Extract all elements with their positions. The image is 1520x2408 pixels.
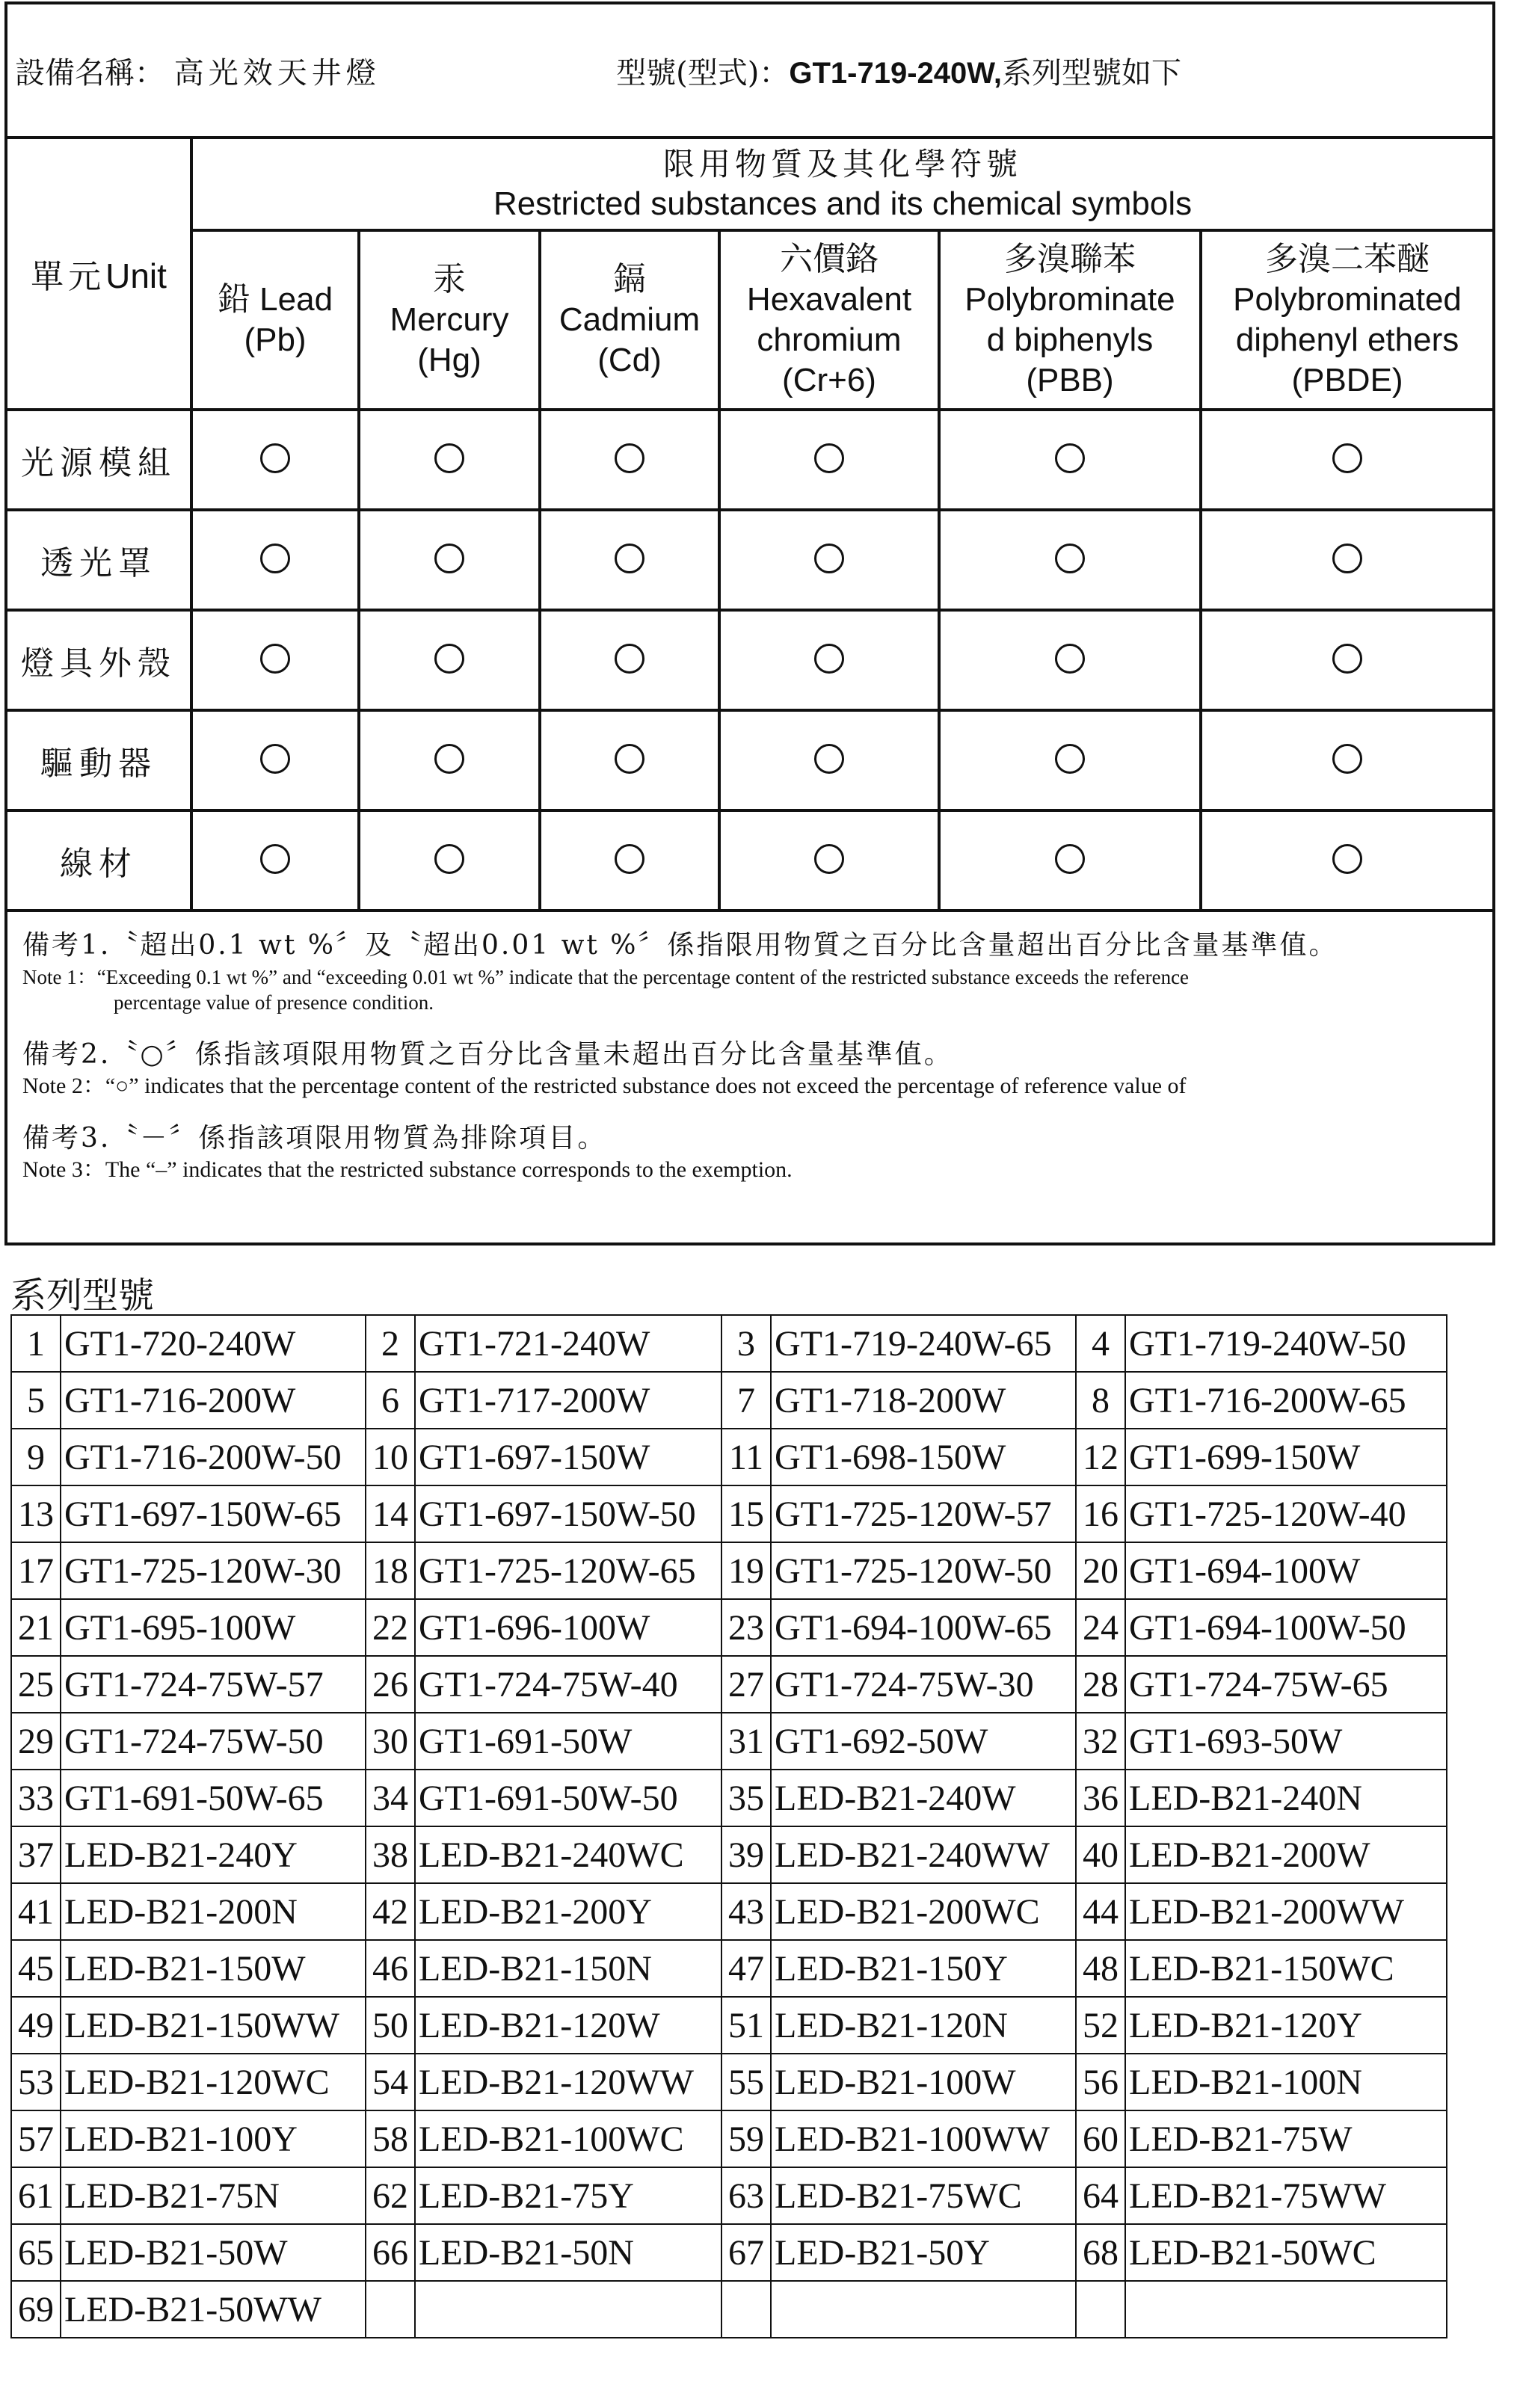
status-cell [540,810,719,911]
status-cell [719,610,939,710]
series-model: GT1-724-75W-65 [1125,1656,1447,1713]
series-number: 61 [11,2167,61,2224]
substance-zh: 多溴二苯醚 [1265,240,1430,278]
series-number: 51 [721,1997,771,2054]
series-model [415,2281,721,2338]
substance-symbol: (Cd) [597,342,662,378]
part-name: 燈具外殼 [6,610,191,710]
status-cell [540,410,719,510]
series-number: 57 [11,2110,61,2167]
model-label: 型號(型式)： [616,55,790,90]
series-number: 42 [366,1883,415,1940]
substance-en-line2: diphenyl ethers [1235,321,1459,358]
status-cell [719,710,939,810]
substance-en-line1: Hexavalent [746,281,912,318]
series-model: GT1-697-150W-50 [415,1485,721,1542]
series-model: GT1-719-240W-50 [1125,1315,1447,1372]
not-exceeding-circle-icon [260,544,290,573]
series-model: GT1-691-50W-65 [61,1770,366,1826]
not-exceeding-circle-icon [1055,443,1085,473]
substance-en: Cadmium [559,301,701,338]
series-model: GT1-724-75W-30 [771,1656,1076,1713]
status-cell [719,410,939,510]
series-number: 56 [1076,2054,1125,2110]
series-number: 33 [11,1770,61,1826]
part-row [6,410,1494,510]
series-number: 64 [1076,2167,1125,2224]
not-exceeding-circle-icon [1055,644,1085,674]
substance-en-line1: Polybrominate [964,281,1175,318]
status-cell [359,610,540,710]
substance-symbol: (Cr+6) [782,362,876,398]
series-model: LED-B21-200W [1125,1826,1447,1883]
status-cell [1201,510,1494,610]
status-cell [939,710,1201,810]
series-model: LED-B21-100Y [61,2110,366,2167]
series-number: 19 [721,1542,771,1599]
not-exceeding-circle-icon [260,844,290,874]
not-exceeding-circle-icon [814,544,844,573]
series-row [11,1656,1447,1713]
substance-zh: 鉛 [217,281,250,318]
series-model: LED-B21-75WC [771,2167,1076,2224]
part-rows [6,410,1494,911]
status-cell [719,810,939,911]
status-cell [359,410,540,510]
series-model: GT1-725-120W-40 [1125,1485,1447,1542]
note-1-en-cont: percentage value of presence condition. [114,991,434,1014]
series-model: LED-B21-100WW [771,2110,1076,2167]
not-exceeding-circle-icon [814,644,844,674]
series-model: GT1-721-240W [415,1315,721,1372]
substance-symbol: (Hg) [417,342,481,378]
series-model: LED-B21-240W [771,1770,1076,1826]
not-exceeding-circle-icon [434,544,464,573]
series-row [11,1599,1447,1656]
series-row [11,1997,1447,2054]
series-model: LED-B21-75WW [1125,2167,1447,2224]
series-number [366,2281,415,2338]
series-model: LED-B21-240N [1125,1770,1447,1826]
series-model: GT1-725-120W-50 [771,1542,1076,1599]
series-row [11,1372,1447,1429]
series-number: 14 [366,1485,415,1542]
substance-lead [191,230,359,410]
series-model: LED-B21-200WC [771,1883,1076,1940]
series-row [11,2281,1447,2338]
substance-zh: 多溴聯苯 [1004,240,1136,278]
series-model: LED-B21-50W [61,2224,366,2281]
substance-mercury [359,230,540,410]
substance-en: Lead [259,281,333,318]
series-model: LED-B21-100N [1125,2054,1447,2110]
series-number: 40 [1076,1826,1125,1883]
not-exceeding-circle-icon [814,744,844,774]
status-cell [540,510,719,610]
not-exceeding-circle-icon [260,644,290,674]
status-cell [191,810,359,911]
series-model: LED-B21-200WW [1125,1883,1447,1940]
series-row [11,2110,1447,2167]
series-number: 50 [366,1997,415,2054]
series-number: 30 [366,1713,415,1770]
substance-symbol: (PBDE) [1291,362,1403,398]
series-model: LED-B21-50N [415,2224,721,2281]
status-cell [1201,610,1494,710]
series-model: GT1-691-50W [415,1713,721,1770]
series-model [771,2281,1076,2338]
series-model: LED-B21-150N [415,1940,721,1997]
series-number: 27 [721,1656,771,1713]
series-model: GT1-724-75W-40 [415,1656,721,1713]
series-row [11,1883,1447,1940]
series-model: LED-B21-240WW [771,1826,1076,1883]
substance-zh: 六價鉻 [780,240,879,278]
not-exceeding-circle-icon [1332,744,1362,774]
series-model: GT1-717-200W [415,1372,721,1429]
series-model: LED-B21-240Y [61,1826,366,1883]
not-exceeding-circle-icon [1055,844,1085,874]
group-title-zh: 限用物質及其化學符號 [663,146,1023,182]
series-model: LED-B21-120Y [1125,1997,1447,2054]
series-row [11,2224,1447,2281]
series-number [721,2281,771,2338]
not-exceeding-circle-icon [260,443,290,473]
series-number: 43 [721,1883,771,1940]
series-number: 35 [721,1770,771,1826]
series-number: 38 [366,1826,415,1883]
series-number: 24 [1076,1599,1125,1656]
series-model: LED-B21-75N [61,2167,366,2224]
series-model: GT1-695-100W [61,1599,366,1656]
series-number: 69 [11,2281,61,2338]
status-cell [719,510,939,610]
unit-label-en: Unit [105,256,167,295]
note-3-zh: 備考3.〝－〞係指該項限用物質為排除項目。 [22,1123,607,1154]
series-number: 13 [11,1485,61,1542]
series-number: 59 [721,2110,771,2167]
series-row [11,1485,1447,1542]
notes-section [6,911,1494,1244]
equipment-header [6,3,1494,138]
substance-en: Mercury [390,301,509,338]
series-model: LED-B21-150WW [61,1997,366,2054]
series-number: 66 [366,2224,415,2281]
not-exceeding-circle-icon [814,844,844,874]
series-model: GT1-691-50W-50 [415,1770,721,1826]
series-number: 58 [366,2110,415,2167]
not-exceeding-circle-icon [615,443,644,473]
series-model: GT1-725-120W-65 [415,1542,721,1599]
series-number: 26 [366,1656,415,1713]
not-exceeding-circle-icon [1055,544,1085,573]
part-name: 光源模組 [6,410,191,510]
series-number: 54 [366,2054,415,2110]
series-number: 10 [366,1429,415,1485]
not-exceeding-circle-icon [434,644,464,674]
status-cell [359,810,540,911]
not-exceeding-circle-icon [814,443,844,473]
series-model: GT1-694-100W [1125,1542,1447,1599]
series-number: 34 [366,1770,415,1826]
series-number: 17 [11,1542,61,1599]
series-number: 3 [721,1315,771,1372]
status-cell [1201,410,1494,510]
series-model: GT1-697-150W [415,1429,721,1485]
status-cell [1201,810,1494,911]
series-number: 4 [1076,1315,1125,1372]
not-exceeding-circle-icon [260,744,290,774]
part-row [6,610,1494,710]
series-model: GT1-696-100W [415,1599,721,1656]
series-model: LED-B21-120WW [415,2054,721,2110]
substance-zh: 鎘 [613,260,646,298]
series-model: GT1-692-50W [771,1713,1076,1770]
series-model: LED-B21-150Y [771,1940,1076,1997]
series-model: LED-B21-50WW [61,2281,366,2338]
series-number: 18 [366,1542,415,1599]
series-number: 65 [11,2224,61,2281]
substance-symbol: (PBB) [1026,362,1114,398]
substance-en-line2: d biphenyls [986,321,1154,358]
not-exceeding-circle-icon [434,844,464,874]
series-number: 63 [721,2167,771,2224]
equipment-label: 設備名稱： [15,55,164,90]
not-exceeding-circle-icon [615,544,644,573]
equipment-name: 高光效天井燈 [173,55,381,90]
not-exceeding-circle-icon [1332,544,1362,573]
substance-en-line2: chromium [757,321,902,358]
series-model: LED-B21-120N [771,1997,1076,2054]
series-number: 67 [721,2224,771,2281]
status-cell [540,610,719,710]
series-number: 55 [721,2054,771,2110]
series-number: 9 [11,1429,61,1485]
not-exceeding-circle-icon [615,644,644,674]
series-number: 8 [1076,1372,1125,1429]
series-model: LED-B21-200N [61,1883,366,1940]
series-row [11,1940,1447,1997]
not-exceeding-circle-icon [615,744,644,774]
status-cell [939,410,1201,510]
series-row [11,1315,1447,1372]
series-title: 系列型號 [10,1275,155,1317]
status-cell [191,510,359,610]
status-cell [540,710,719,810]
series-model: GT1-720-240W [61,1315,366,1372]
series-model: GT1-719-240W-65 [771,1315,1076,1372]
model-suffix: 系列型號如下 [1001,55,1181,90]
not-exceeding-circle-icon [434,443,464,473]
series-row [11,1542,1447,1599]
series-model: LED-B21-200Y [415,1883,721,1940]
status-cell [191,710,359,810]
series-number: 41 [11,1883,61,1940]
series-model: LED-B21-240WC [415,1826,721,1883]
series-model: GT1-718-200W [771,1372,1076,1429]
status-cell [359,710,540,810]
series-model [1125,2281,1447,2338]
series-number: 36 [1076,1770,1125,1826]
status-cell [939,510,1201,610]
series-number: 1 [11,1315,61,1372]
series-model: GT1-724-75W-50 [61,1713,366,1770]
note-1-en: Note 1：“Exceeding 0.1 wt %” and “exceeding 0.01 wt %” indicate that the percentage content of the restricted substance exceeds the reference [22,966,1190,988]
series-row [11,2167,1447,2224]
series-model: LED-B21-75W [1125,2110,1447,2167]
not-exceeding-circle-icon [434,744,464,774]
series-model: GT1-725-120W-57 [771,1485,1076,1542]
series-number: 16 [1076,1485,1125,1542]
note-1-zh: 備考1.〝超出0.1 wt %〞及〝超出0.01 wt %〞係指限用物質之百分比含量超出百分比含量基準值。 [22,930,1338,961]
series-model: LED-B21-50WC [1125,2224,1447,2281]
note-3-en: Note 3：The “–” indicates that the restricted substance corresponds to the exemption. [22,1157,793,1182]
not-exceeding-circle-icon [615,844,644,874]
series-number: 68 [1076,2224,1125,2281]
part-row [6,510,1494,610]
part-row [6,810,1494,911]
series-number: 53 [11,2054,61,2110]
series-number: 52 [1076,1997,1125,2054]
status-cell [939,610,1201,710]
series-model: LED-B21-120WC [61,2054,366,2110]
not-exceeding-circle-icon [1332,844,1362,874]
series-number: 45 [11,1940,61,1997]
status-cell [939,810,1201,911]
series-number: 31 [721,1713,771,1770]
series-model: GT1-693-50W [1125,1713,1447,1770]
series-number: 23 [721,1599,771,1656]
series-model: GT1-725-120W-30 [61,1542,366,1599]
series-number: 7 [721,1372,771,1429]
series-number: 49 [11,1997,61,2054]
series-number: 29 [11,1713,61,1770]
unit-label-zh: 單元 [31,258,106,296]
substance-hexavalent-chromium [719,230,939,410]
series-model: LED-B21-120W [415,1997,721,2054]
series-model: GT1-699-150W [1125,1429,1447,1485]
not-exceeding-circle-icon [1332,443,1362,473]
series-row [11,1429,1447,1485]
series-number: 37 [11,1826,61,1883]
model-value: GT1-719-240W, [789,56,1002,90]
series-number: 47 [721,1940,771,1997]
rohs-declaration-table [4,1,1495,1245]
series-model: GT1-716-200W-50 [61,1429,366,1485]
substance-symbol: (Pb) [244,321,307,358]
status-cell [1201,710,1494,810]
series-model: GT1-694-100W-50 [1125,1599,1447,1656]
series-model: GT1-697-150W-65 [61,1485,366,1542]
substance-pbde [1201,230,1494,410]
series-model: GT1-698-150W [771,1429,1076,1485]
series-number: 12 [1076,1429,1125,1485]
substance-zh: 汞 [433,260,466,298]
series-number: 28 [1076,1656,1125,1713]
series-number: 44 [1076,1883,1125,1940]
series-number: 32 [1076,1713,1125,1770]
series-model: GT1-694-100W-65 [771,1599,1076,1656]
series-number: 39 [721,1826,771,1883]
series-row [11,2054,1447,2110]
series-model: GT1-716-200W [61,1372,366,1429]
part-name: 透光罩 [6,510,191,610]
series-model: LED-B21-50Y [771,2224,1076,2281]
series-number: 62 [366,2167,415,2224]
series-number: 2 [366,1315,415,1372]
substance-cadmium [540,230,719,410]
series-number: 46 [366,1940,415,1997]
series-row [11,1826,1447,1883]
series-number: 15 [721,1485,771,1542]
series-number: 11 [721,1429,771,1485]
part-name: 線材 [6,810,191,911]
status-cell [191,410,359,510]
group-title [191,138,1494,230]
series-number [1076,2281,1125,2338]
group-title-en: Restricted substances and its chemical symbols [493,185,1193,222]
series-number: 22 [366,1599,415,1656]
note-2-zh: 備考2.〝○〞係指該項限用物質之百分比含量未超出百分比含量基準值。 [22,1039,953,1070]
note-2-en: Note 2：“○” indicates that the percentage content of the restricted substance does not exceed the percentage of reference value of [22,1074,1187,1098]
part-name: 驅動器 [6,710,191,810]
series-model: GT1-716-200W-65 [1125,1372,1447,1429]
series-number: 6 [366,1372,415,1429]
series-number: 5 [11,1372,61,1429]
series-model: LED-B21-100WC [415,2110,721,2167]
series-model: LED-B21-75Y [415,2167,721,2224]
series-model: LED-B21-150WC [1125,1940,1447,1997]
series-number: 20 [1076,1542,1125,1599]
series-row [11,1770,1447,1826]
series-row [11,1713,1447,1770]
series-model-table [10,1314,1447,2338]
series-model: LED-B21-100W [771,2054,1076,2110]
series-model: GT1-724-75W-57 [61,1656,366,1713]
series-model: LED-B21-150W [61,1940,366,1997]
substance-en-line1: Polybrominated [1233,281,1462,318]
series-number: 48 [1076,1940,1125,1997]
not-exceeding-circle-icon [1332,644,1362,674]
unit-header [6,138,191,410]
status-cell [191,610,359,710]
series-number: 21 [11,1599,61,1656]
status-cell [359,510,540,610]
substance-pbb [939,230,1201,410]
not-exceeding-circle-icon [1055,744,1085,774]
series-number: 60 [1076,2110,1125,2167]
series-number: 25 [11,1656,61,1713]
part-row [6,710,1494,810]
